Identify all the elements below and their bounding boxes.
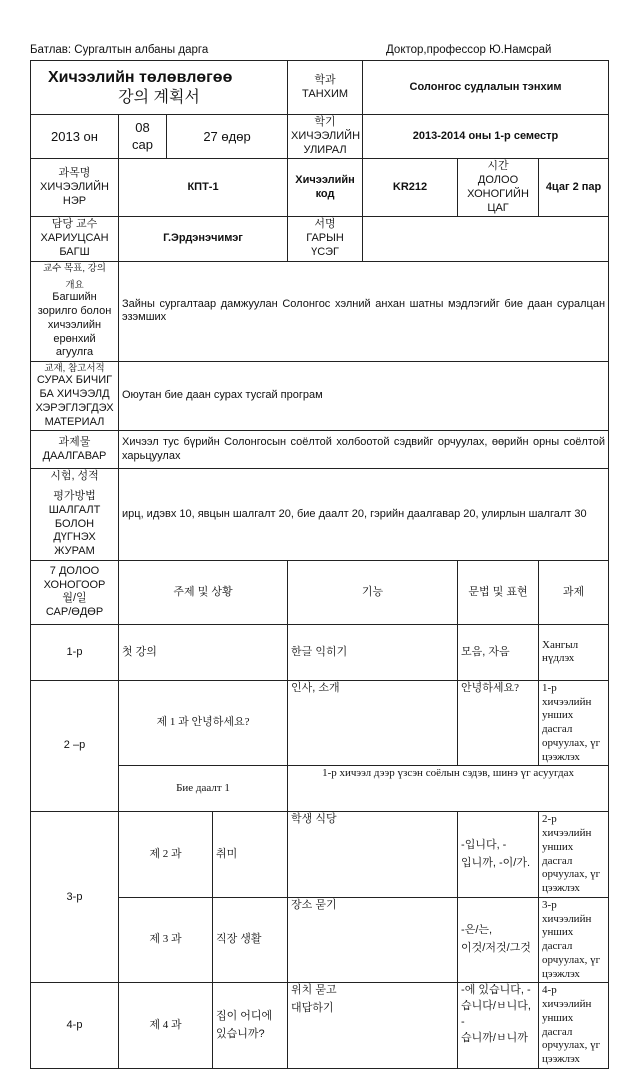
goal-label: 교수 목표, 강의 개요 Багшийн зорилго болон хичээлийн ерөнхий агуулга bbox=[31, 261, 119, 362]
week3-lesson2-row bbox=[31, 812, 609, 898]
lesson2-number: 제 2 과 bbox=[119, 812, 213, 898]
lesson3-function: 장소 묻기 bbox=[288, 897, 458, 983]
date-year: 2013 он bbox=[31, 115, 119, 159]
dept-value: Солонгос судлалын тэнхим bbox=[363, 61, 609, 115]
title-cell bbox=[31, 61, 288, 115]
lesson4-function: 위치 묻고 대답하기 bbox=[288, 983, 458, 1069]
approver-name: Доктор,профессор Ю.Намсрай bbox=[386, 44, 552, 56]
teacher-value: Г.Эрдэнэчимэг bbox=[119, 217, 288, 261]
time-label: 시간 ДОЛОО ХОНОГИЙН ЦАГ bbox=[458, 159, 539, 217]
week2-topic: 제 1 과 안녕하세요? bbox=[119, 680, 288, 766]
lesson3-number: 제 3 과 bbox=[119, 897, 213, 983]
week2-self-study-value: 1-р хичээл дээр үзсэн соёлын сэдэв, шинэ үг асуугдах bbox=[288, 766, 609, 812]
signature-label: 서명 ГАРЫН ҮСЭГ bbox=[288, 217, 363, 261]
teacher-row bbox=[31, 217, 609, 261]
lesson2-task: 2-р хичээлийн унших дасгал орчуулах, үг цээжлэх bbox=[539, 812, 609, 898]
semester-value: 2013-2014 оны 1-р семестр bbox=[363, 115, 609, 159]
week2-self-study-label: Бие даалт 1 bbox=[119, 766, 288, 812]
signature-value bbox=[363, 217, 609, 261]
evaluation-value: ирц, идэвх 10, явцын шалгалт 20, бие даалт 20, гэрийн даалгавар 20, улирлын шалгалт 30 bbox=[119, 469, 609, 561]
course-name-label: 과목명 ХИЧЭЭЛИЙН НЭР bbox=[31, 159, 119, 217]
week-header: 7 ДОЛОО ХОНОГООР 월/일 САР/ӨДӨР bbox=[31, 560, 119, 624]
approval-label: Батлав: Сургалтын албаны дарга bbox=[30, 44, 209, 56]
date-day: 27 өдөр bbox=[167, 115, 288, 159]
materials-label: 교재, 참고서적 СУРАХ БИЧИГ БА ХИЧЭЭЛД ХЭРЭГЛЭГДЭХ МАТЕРИАЛ bbox=[31, 362, 119, 431]
semester-label: 학기 ХИЧЭЭЛИЙН УЛИРАЛ bbox=[288, 115, 363, 159]
course-name-value: КПТ-1 bbox=[119, 159, 288, 217]
week1-function: 한글 익히기 bbox=[288, 624, 458, 680]
lesson3-topic: 직장 생활 bbox=[213, 897, 288, 983]
time-value: 4цаг 2 пар bbox=[539, 159, 609, 217]
week4-row bbox=[31, 983, 609, 1069]
date-month: 08 сар bbox=[119, 115, 167, 159]
evaluation-row bbox=[31, 469, 609, 561]
lesson4-number: 제 4 과 bbox=[119, 983, 213, 1069]
week4-label: 4-р bbox=[31, 983, 119, 1069]
dept-label: 학과 ТАНХИМ bbox=[288, 61, 363, 115]
week1-topic: 첫 강의 bbox=[119, 624, 288, 680]
lesson4-grammar: -에 있습니다, - 습니다/ㅂ니다, - 습니까/ㅂ니까 bbox=[458, 983, 539, 1069]
task-header: 과제 bbox=[539, 560, 609, 624]
grammar-header: 문법 및 표현 bbox=[458, 560, 539, 624]
date-row bbox=[31, 115, 609, 159]
evaluation-label: 시험, 성적 평가방법 ШАЛГАЛТ БОЛОН ДҮГНЭХ ЖУРАМ bbox=[31, 469, 119, 561]
week2-function: 인사, 소개 bbox=[288, 680, 458, 766]
assignment-row bbox=[31, 431, 609, 469]
title-row bbox=[31, 61, 609, 115]
lesson3-grammar: -은/는, 이것/저것/그것 bbox=[458, 897, 539, 983]
title-ko: 강의 계획서 bbox=[118, 88, 200, 106]
lesson4-topic: 집이 어디에 있습니까? bbox=[213, 983, 288, 1069]
lesson2-topic: 취미 bbox=[213, 812, 288, 898]
week2-row bbox=[31, 680, 609, 766]
course-row bbox=[31, 159, 609, 217]
lesson3-task: 3-р хичээлийн унших дасгал орчуулах, үг цээжлэх bbox=[539, 897, 609, 983]
lesson4-task: 4-р хичээлийн унших дасгал орчуулах, үг цээжлэх bbox=[539, 983, 609, 1069]
course-code-value: KR212 bbox=[363, 159, 458, 217]
week2-label: 2 –р bbox=[31, 680, 119, 812]
schedule-header-row bbox=[31, 560, 609, 624]
course-plan-table bbox=[30, 60, 609, 1069]
week1-row bbox=[31, 624, 609, 680]
topic-header: 주제 및 상황 bbox=[119, 560, 288, 624]
course-code-label: Хичээлийн код bbox=[288, 159, 363, 217]
assignment-label: 과제물 ДААЛГАВАР bbox=[31, 431, 119, 469]
week2-task: 1-р хичээлийн унших дасгал орчуулах, үг цээжлэх bbox=[539, 680, 609, 766]
lesson2-grammar: -입니다, - 입니까, -이/가. bbox=[458, 812, 539, 898]
teacher-label: 담당 교수 ХАРИУЦСАН БАГШ bbox=[31, 217, 119, 261]
lesson2-function: 학생 식당 bbox=[288, 812, 458, 898]
week2-grammar: 안녕하세요? bbox=[458, 680, 539, 766]
function-header: 기능 bbox=[288, 560, 458, 624]
materials-value: Оюутан бие даан сурах тусгай програм bbox=[119, 362, 609, 431]
materials-row bbox=[31, 362, 609, 431]
week1-label: 1-р bbox=[31, 624, 119, 680]
assignment-value: Хичээл тус бүрийн Солонгосын соёлтой холбоотой сэдвийг орчуулах, өөрийн орны соёлтой харьцуулах bbox=[119, 431, 609, 469]
week1-grammar: 모음, 자음 bbox=[458, 624, 539, 680]
goal-row bbox=[31, 261, 609, 362]
week1-task: Хангыл нүдлэх bbox=[539, 624, 609, 680]
goal-value: Зайны сургалтаар дамжуулан Солонгос хэлний анхан шатны мэдлэгийг бие даан суралцан эзэмших bbox=[119, 261, 609, 362]
title-mn: Хичээлийн төлөвлөгөө bbox=[48, 68, 233, 86]
week3-label: 3-р bbox=[31, 812, 119, 983]
